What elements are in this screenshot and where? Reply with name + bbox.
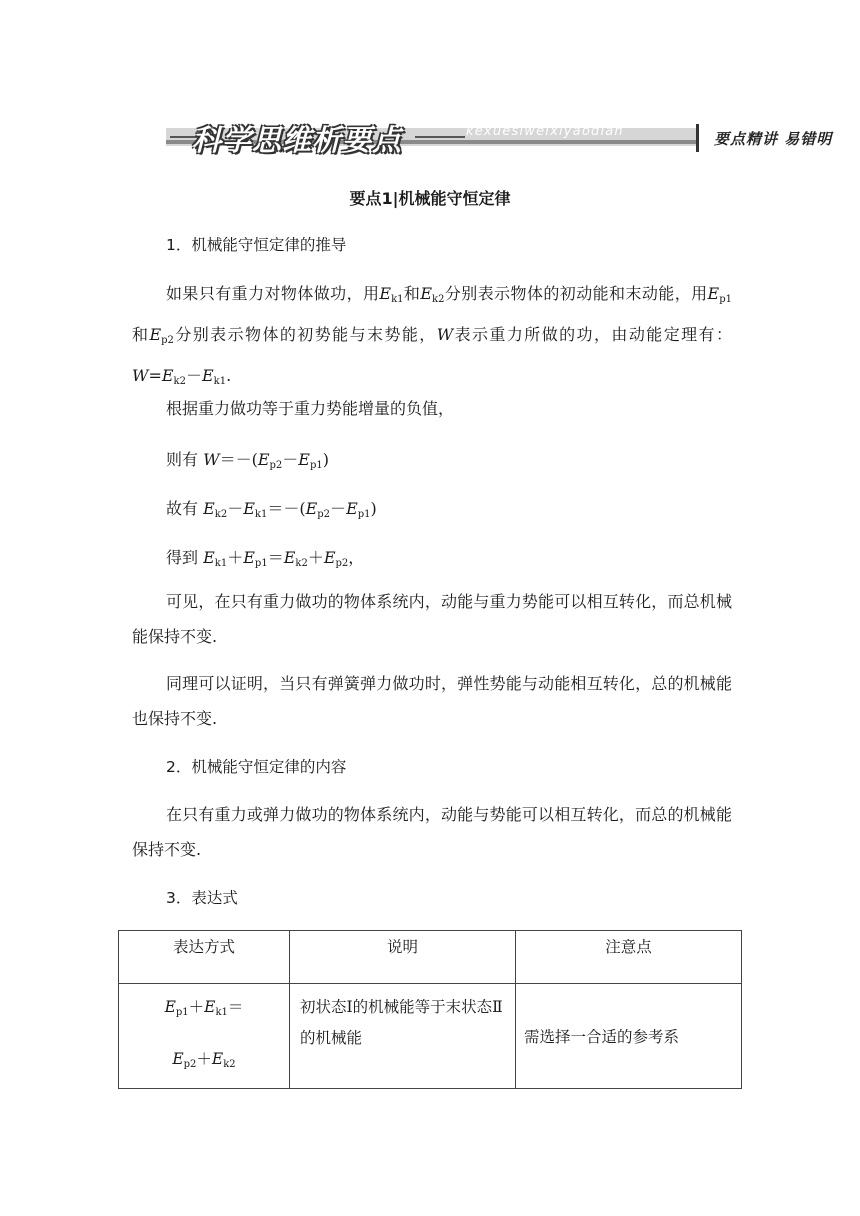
equation-2: 故有 $E_{k2}-E_{k1}=-(E_{p2}-E_{p1})$ (166, 499, 377, 520)
table-row (119, 984, 742, 1089)
equation-3: 得到 $E_{k1}+E_{p1}=E_{k2}+E_{p2}$， (166, 548, 365, 569)
paragraph-conclusion: 可见，在只有重力做功的物体系统内，动能与重力势能可以相互转化，而总机械能保持不变. (132, 592, 732, 646)
paragraph-content: 在只有重力或弹力做功的物体系统内，动能与势能可以相互转化，而总的机械能保持不变. (132, 805, 732, 859)
equation-1: 则有 $W=-(E_{p2}-E_{p1})$ (166, 450, 329, 471)
table-header-cell: 表达方式 (119, 931, 290, 984)
paragraph-work-energy: 根据重力做功等于重力势能增量的负值， (166, 399, 455, 418)
section-banner (0, 118, 860, 156)
table-header-cell: 说明 (290, 931, 516, 984)
banner-separator (696, 124, 699, 152)
heading-2: 2．机械能守恒定律的内容 (166, 758, 347, 776)
banner-title: 科学思维析要点 (192, 123, 403, 157)
banner-decor-line (415, 136, 465, 138)
text: － (185, 366, 202, 385)
table-cell-note: 需选择一合适的参考系 (516, 984, 742, 1089)
banner-pinyin: kexuesiweixiyaodian (466, 124, 624, 139)
heading-3: 3．表达式 (166, 889, 238, 907)
table-header-cell: 注意点 (516, 931, 742, 984)
text: 故有 (166, 499, 199, 518)
text: 和 (132, 325, 150, 344)
text: 分别表示物体的初势能与末势能， (173, 325, 437, 344)
text: 表示重力所做的功，由动能定理有： (453, 325, 732, 344)
text: . (226, 366, 232, 385)
text: = (148, 366, 162, 385)
table-cell-formula: $E_{p1}+E_{k1}=$ $E_{p2}+E_{k2}$ (119, 984, 290, 1089)
text: 分别表示物体的初动能和末动能，用 (444, 284, 708, 303)
paragraph-elastic: 同理可以证明，当只有弹簧弹力做功时，弹性势能与动能相互转化，总的机械能也保持不变. (132, 674, 732, 728)
expression-table (118, 930, 742, 1089)
banner-right-label: 要点精讲 易错明 (714, 130, 833, 148)
section-title: 要点1|机械能守恒定律 (349, 189, 511, 208)
text: 如果只有重力对物体做功，用 (166, 284, 380, 303)
text: 则有 (166, 450, 199, 469)
heading-1: 1．机械能守恒定律的推导 (166, 236, 347, 254)
table-header-row (119, 931, 742, 984)
table-cell-description: 初状态Ⅰ的机械能等于末状态Ⅱ的机械能 (290, 984, 516, 1089)
text: 和 (403, 284, 421, 303)
paragraph-derivation: 如果只有重力对物体做功，用$E_{k1}$和$E_{k2}$分别表示物体的初动能和末动能，用$E_{p1}$和$E_{p2}$分别表示物体的初势能与末势能，W表示重力所做的功，由动能定理有：$W=E_{k2}-E_{k1}$. (132, 284, 732, 387)
text: 得到 (166, 548, 199, 567)
